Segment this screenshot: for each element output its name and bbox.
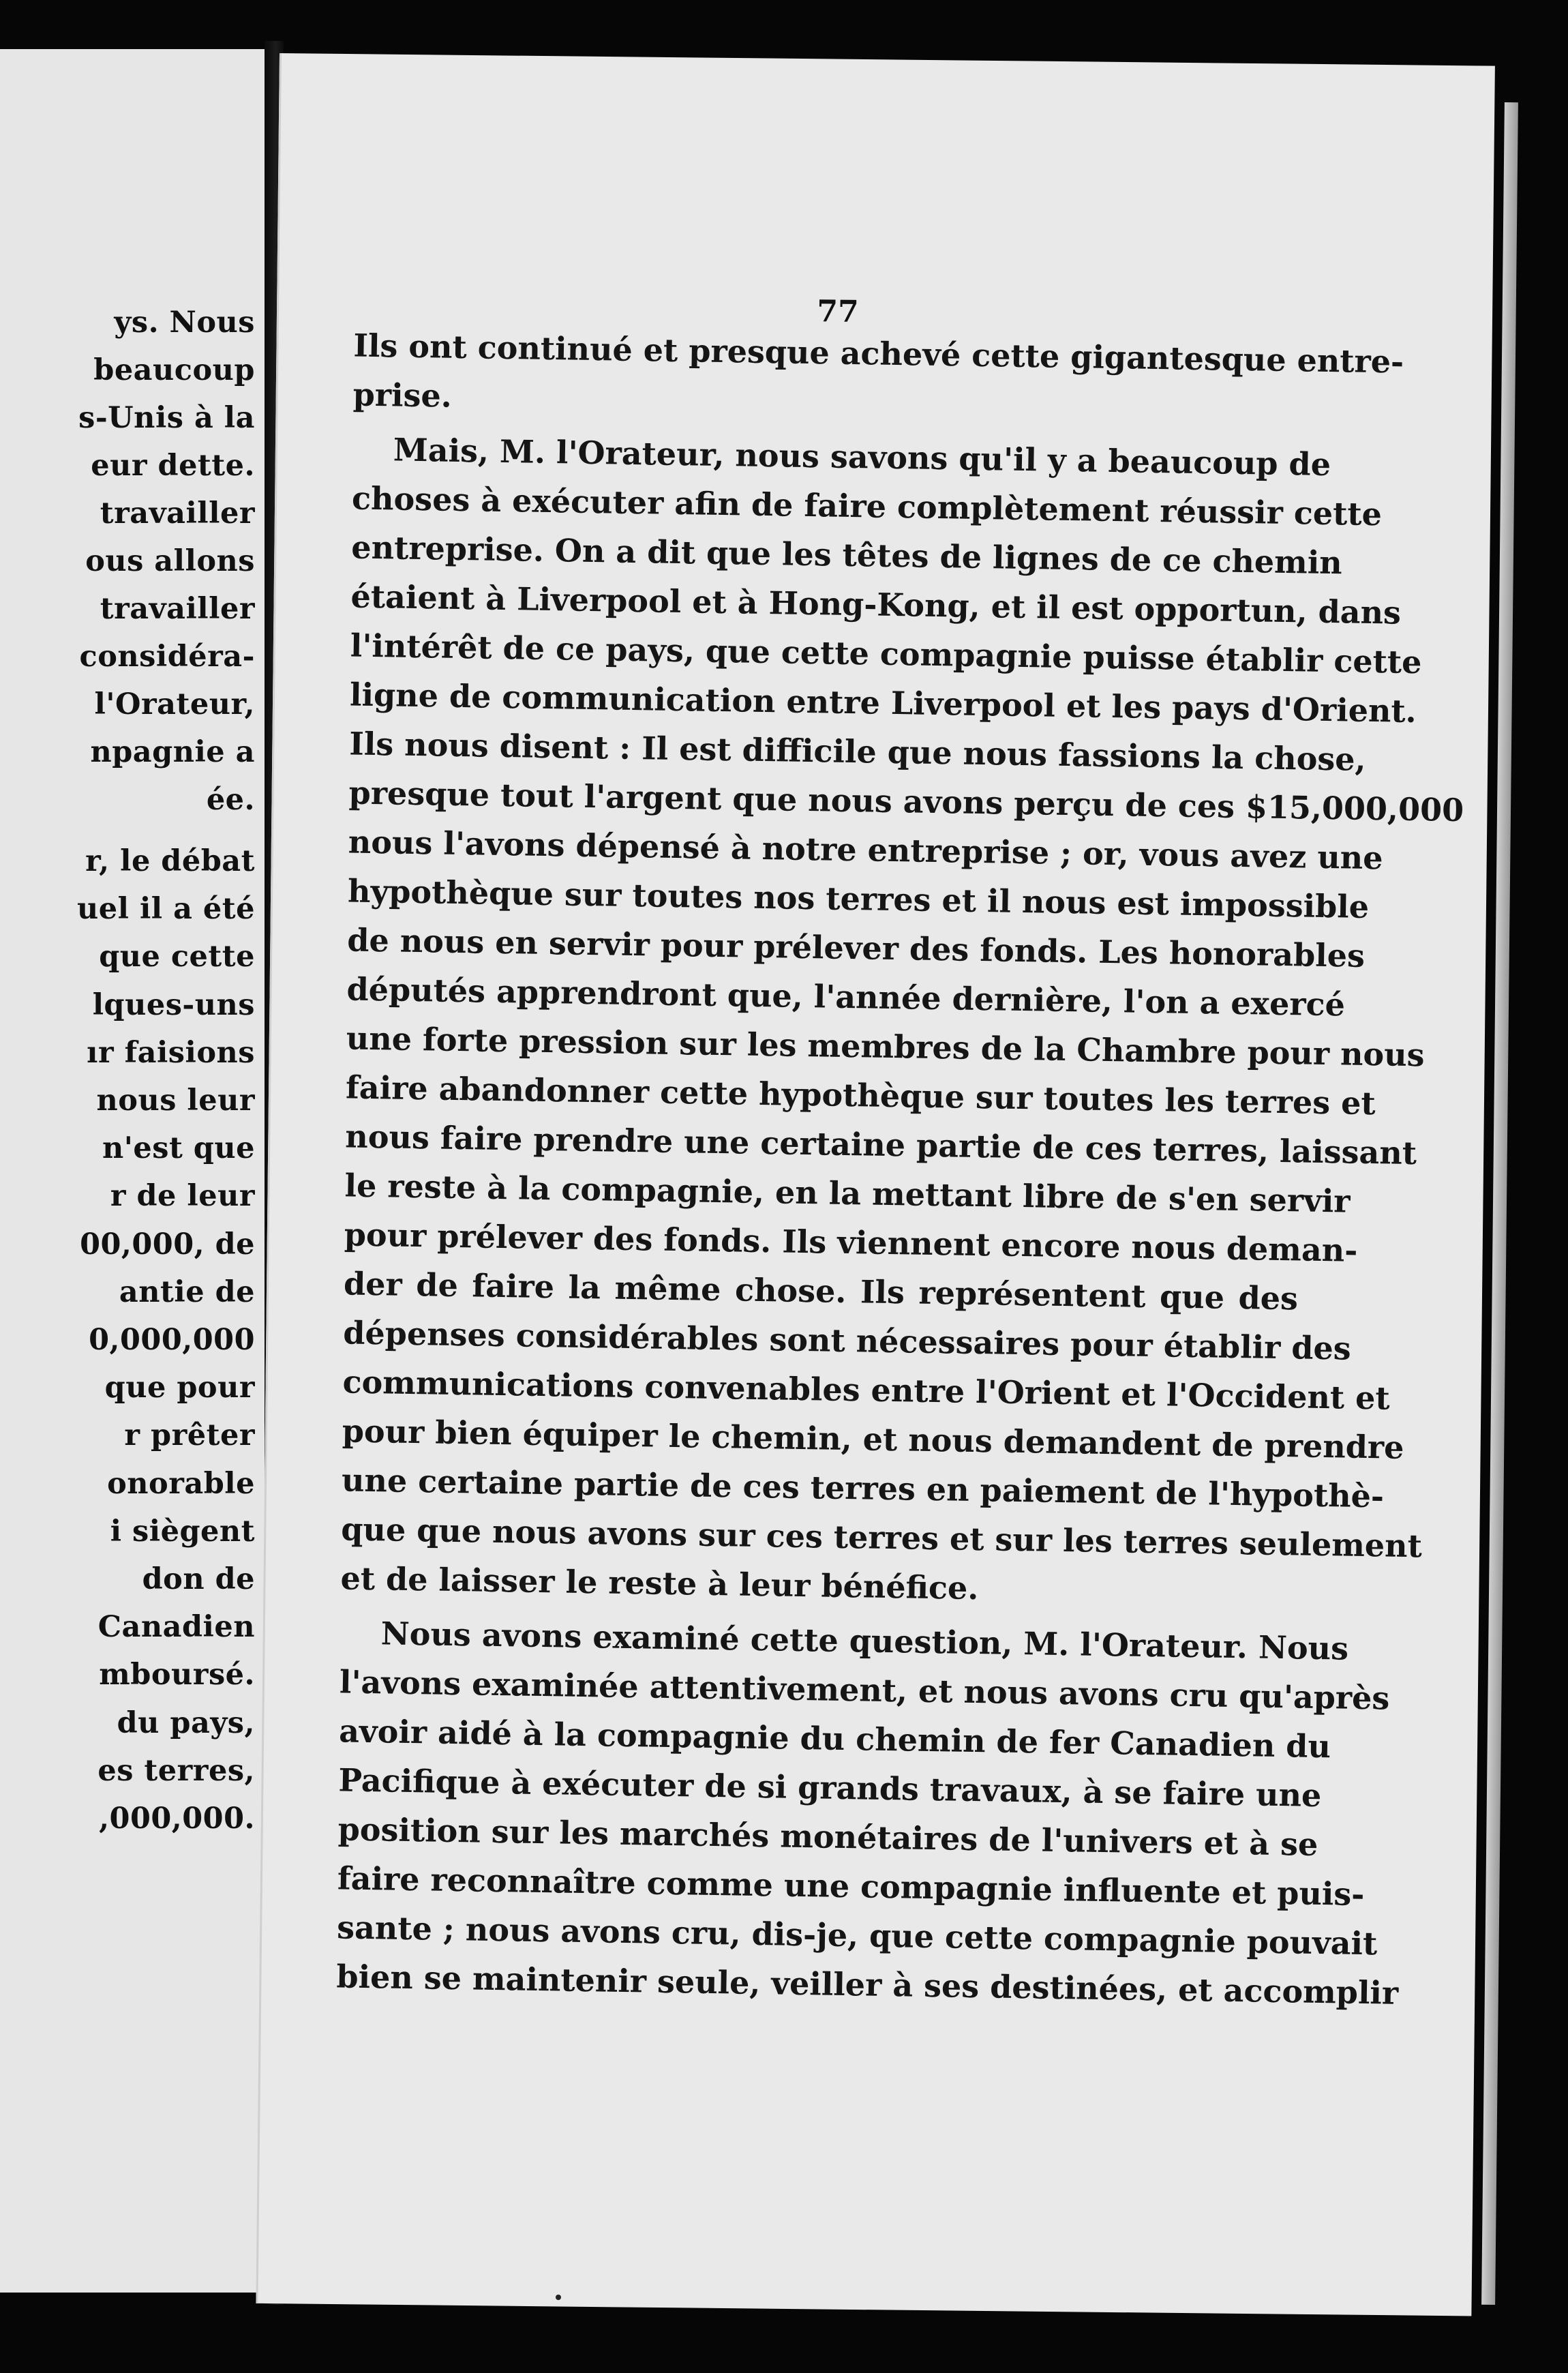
text-line: Mais, M. l'Orateur, nous savons qu'il y a beaucoup de [393,431,1331,483]
facing-page-line: mboursé. [99,1658,255,1692]
text-line: prise. [352,376,453,415]
facing-page-line: que cette [99,940,255,974]
text-line: choses à exécuter afin de faire complètement réussir cette [351,479,1383,533]
facing-page-line: l'Orateur, [94,687,255,721]
text-line: de nous en servir pour prélever des fonds. Les honorables [346,921,1366,974]
paper-speck [556,2295,561,2300]
facing-page-line: ée. [206,783,255,817]
facing-page-line: lques-uns [92,987,255,1022]
text-line: que que nous avons sur ces terres et sur les terres seulement [340,1510,1423,1565]
facing-page-line: npagnie a [90,735,255,769]
facing-page-line: ,000,000. [99,1802,255,1836]
facing-page-fragment [0,49,269,2293]
text-line: nous faire prendre une certaine partie de ces terres, laissant [344,1118,1417,1172]
facing-page-line: ys. Nous [114,305,255,340]
facing-page-line: i siègent [110,1514,255,1549]
facing-page-line: 00,000, de [80,1227,255,1262]
text-line: pour bien équiper le chemin, et nous demandent de prendre [342,1412,1404,1466]
facing-page-line: considéra- [79,640,255,674]
facing-page-line: n'est que [102,1131,255,1166]
facing-page-line: uel il a été [77,892,255,927]
facing-page-line: r de leur [110,1179,255,1214]
page-number: 77 [817,294,859,329]
text-line: Pacifique à exécuter de si grands travaux, à se faire une [338,1761,1322,1815]
facing-page-line: travailler [100,592,255,626]
facing-page-line: ous allons [85,544,255,578]
text-line: étaient à Liverpool et à Hong-Kong, et il est opportun, dans [350,578,1402,631]
facing-page-line: s-Unis à la [78,401,255,435]
text-line: ligne de communication entre Liverpool et les pays d'Orient. [349,676,1417,730]
facing-page-line: r prêter [124,1418,255,1453]
text-line: bien se maintenir seule, veiller à ses destinées, et accomplir [336,1958,1399,2012]
facing-page-line: antie de [119,1274,255,1309]
text-line: entreprise. On a dit que les têtes de lignes de ce chemin [351,528,1343,582]
text-line: avoir aidé à la compagnie du chemin de fer Canadien du [338,1712,1331,1765]
text-line: Ils nous disent : Il est difficile que nous fassions la chose, [348,725,1366,778]
facing-page-line: 0,000,000 [89,1323,255,1357]
facing-page-line: travailler [100,496,255,531]
text-line: faire reconnaître comme une compagnie influente et puis- [337,1860,1365,1913]
text-line: der de faire la même chose. Ils représentent que des [343,1265,1299,1317]
text-line: députés apprendront que, l'année dernière, l'on a exercé [346,970,1346,1024]
text-line: nous l'avons dépensé à notre entreprise ; or, vous avez une [348,823,1383,877]
facing-page-line: ır faisions [87,1035,255,1070]
facing-page-line: beaucoup [93,353,255,387]
text-line: dépenses considérables sont nécessaires pour établir des [342,1314,1352,1367]
facing-page-line: que pour [104,1371,255,1405]
text-line: presque tout l'argent que nous avons perçu de ces $15,000,000 [348,774,1464,829]
text-line: pour prélever des fonds. Ils viennent encore nous deman- [344,1216,1358,1269]
text-line: position sur les marchés monétaires de l'univers et à se [337,1810,1318,1863]
page [256,53,1494,2316]
page-body [336,323,1464,2014]
text-line: Ils ont continué et presque achevé cette gigantesque entre- [353,327,1404,380]
facing-page-line: onorable [107,1466,255,1501]
text-line: Nous avons examiné cette question, M. l'Orateur. Nous [380,1615,1349,1667]
facing-page-line: Canadien [97,1610,255,1645]
text-line: faire abandonner cette hypothèque sur toutes les terres et [345,1069,1376,1122]
text-line: et de laisser le reste à leur bénéfice. [340,1559,979,1607]
text-line: hypothèque sur toutes nos terres et il nous est impossible [347,872,1370,925]
text-line: l'intérêt de ce pays, que cette compagnie puisse établir cette [350,627,1422,681]
facing-page-line: r, le débat [85,844,255,878]
facing-page-line: don de [142,1562,255,1596]
text-line: une forte pression sur les membres de la Chambre pour nous [346,1019,1426,1074]
text-line: une certaine partie de ces terres en paiement de l'hypothè- [341,1461,1385,1515]
facing-page-line: es terres, [97,1753,255,1788]
text-line: communications convenables entre l'Orient et l'Occident et [342,1363,1391,1417]
facing-page-line: eur dette. [91,449,255,483]
text-line: sante ; nous avons cru, dis-je, que cette compagnie pouvait [336,1909,1378,1962]
facing-page-line: nous leur [96,1084,255,1118]
facing-page-line: du pays, [117,1705,255,1740]
text-line: l'avons examinée attentivement, et nous avons cru qu'après [339,1663,1390,1717]
text-line: le reste à la compagnie, en la mettant libre de s'en servir [344,1167,1351,1220]
